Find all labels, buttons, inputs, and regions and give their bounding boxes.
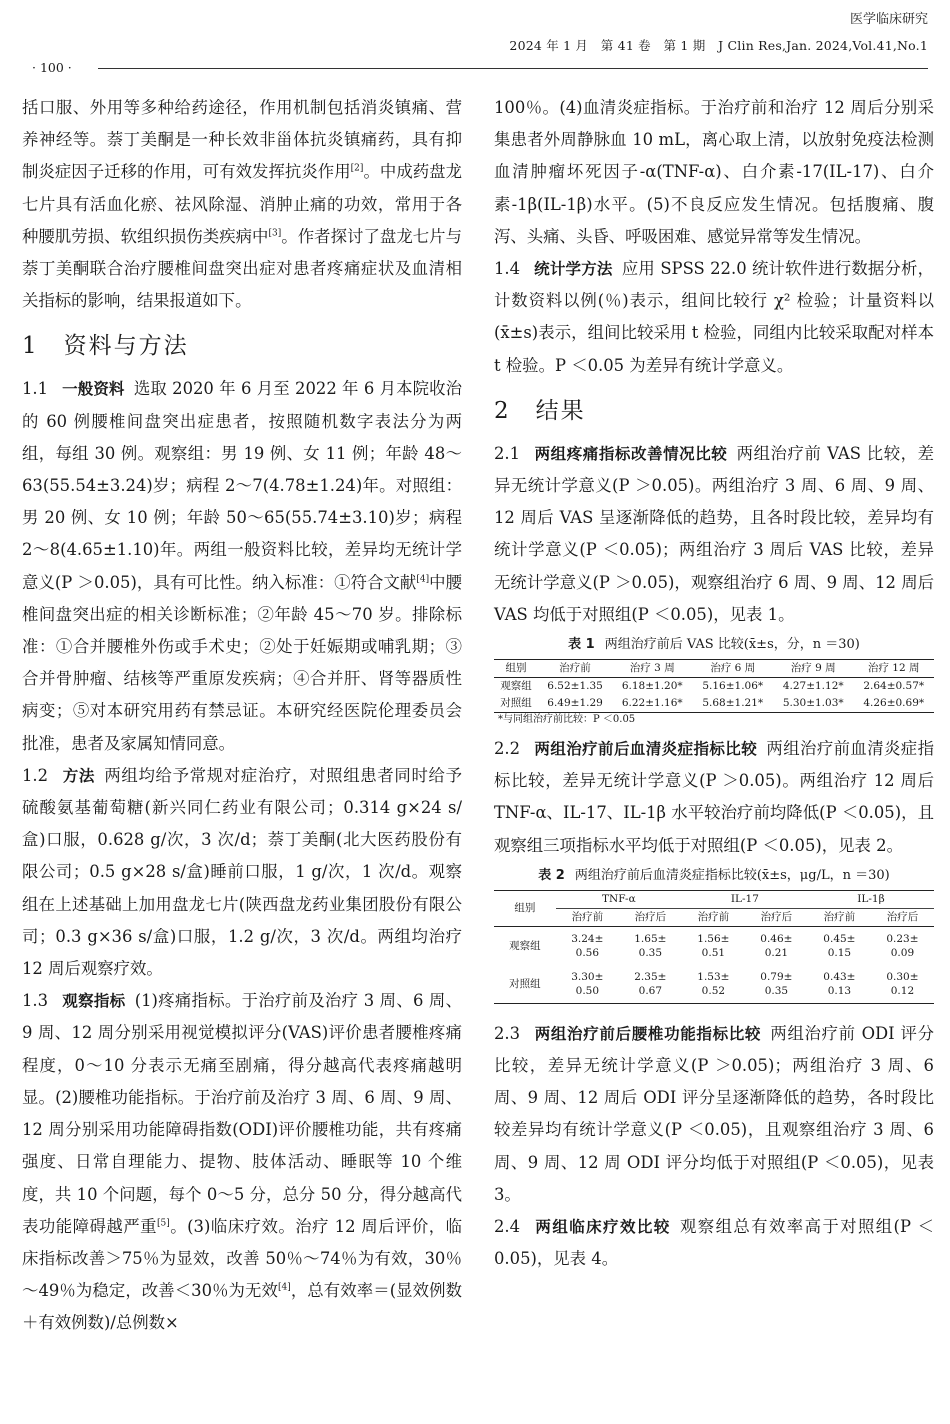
table-row: 对照组 3.30± 0.50 2.35± 0.67 1.53± 0.52 0.79± 0.35 0.43± 0.13 0.30± 0.12 — [494, 965, 934, 1004]
table-header: 组别 — [494, 890, 556, 926]
section-2-4: 2.4 两组临床疗效比较 观察组总有效率高于对照组(P ＜0.05)，见表 4。 — [494, 1217, 934, 1269]
table-header: 组别 — [505, 662, 527, 675]
subsection-title: 两组治疗前后腰椎功能指标比较 — [534, 1024, 762, 1043]
table-2: 组别 TNF-α IL-17 IL-1β 治疗前 治疗后 治疗前 治疗后 治疗前 治疗后 观察组 3.24± 0.56 1.65± 0.35 1.56± 0.51 0.46± 0.21 0.45± 0.15 0.23± 0.09 对照组 3.30± 0.50 2.35± 0.67 1.53± 0.52 0.79± 0.35 0.43± 0.13 0.30± 0.12 — [494, 890, 934, 1004]
citation: [2] — [350, 163, 364, 174]
subsection-title: 两组疼痛指标改善情况比较 — [534, 444, 728, 463]
section-1-3-continued: 100％。(4)血清炎症指标。于治疗前和治疗 12 周后分别采集患者外周静脉血 10 mL，离心取上清，以放射免疫法检测血清肿瘤坏死因子-α(TNF-α)、白介素-17(IL-17)、白介素-1β(IL-1β)水平。(5)不良反应发生情况。包括腹痛、腹泻、头痛、头昏、呼吸困难、感觉异常等发生情况。 — [494, 98, 934, 246]
table-header: 治疗前 — [559, 662, 591, 675]
table-header: 治疗 6 周 — [710, 662, 756, 675]
intro-paragraph: 括口服、外用等多种给药途径，作用机制包括消炎镇痛、营养神经等。萘丁美酮是一种长效非甾体抗炎镇痛药，具有抑制炎症因子迁移的作用，可有效发挥抗炎作用[2]。中成药盘龙七片具有活血化瘀、祛风除湿、消肿止痛的功效，常用于各种腰肌劳损、软组织损伤类疾病中[3]。作者探讨了盘龙七片与萘丁美酮联合治疗腰椎间盘突出症对患者疼痛症状及血清相关指标的影响，结果报道如下。 — [22, 98, 463, 311]
section-1-4: 1.4 统计学方法 应用 SPSS 22.0 统计软件进行数据分析，计数资料以例(％)表示，组间比较行 χ² 检验；计量资料以(x̄±s)表示，组间比较采用 t 检验，同组内比较采取配对样本 t 检验。P ＜0.05 为差异有统计学意义。 — [494, 259, 934, 375]
header-rule — [98, 68, 928, 69]
citation: [3] — [268, 228, 282, 239]
table-row: 观察组 6.52±1.35 6.18±1.20* 5.16±1.06* 4.27±1.12* 2.64±0.57* — [500, 680, 925, 693]
subsection-title: 两组临床疗效比较 — [534, 1218, 671, 1237]
left-column — [22, 92, 462, 1340]
subsection-title: 观察指标 — [62, 992, 126, 1011]
section-1-2: 1.2 方法 两组均给予常规对症治疗，对照组患者同时给予硫酸氨基葡萄糖(新兴同仁药业有限公司；0.314 g×24 s/盒)口服，0.628 g/次，3 次/d；萘丁美酮(北大医药股份有限公司；0.5 g×28 s/盒)睡前口服，1 g/次，1 次/d。观察组在上述基础上加用盘龙七片(陕西盘龙药业集团股份有限公司；0.3 g×36 s/盒)口服，1.2 g/次，3 次/d。两组均治疗 12 周后观察疗效。 — [22, 765, 462, 979]
section-1-1: 1.1 一般资料 选取 2020 年 6 月至 2022 年 6 月本院收治的 60 例腰椎间盘突出症患者，按照随机数字表法分为两组，每组 30 例。观察组：男 19 例、女 11 例；年龄 48～63(55.54±3.24)岁；病程 2～7(4.78±1.24)年。对照组：男 20 例、女 10 例；年龄 50～65(55.74±3.10)岁；病程 2～8(4.65±1.10)年。两组一般资料比较，差异均无统计学意义(P ＞0.05)，具有可比性。纳入标准：①符合文献[4]中腰椎间盘突出症的相关诊断标准；②年龄 45～70 岁。排除标准：①合并腰椎外伤或手术史；②处于妊娠期或哺乳期；③合并骨肿瘤、结核等严重原发疾病；④合并肝、肾等器质性病变；⑤对本研究用药有禁忌证。本研究经医院伦理委员会批准，患者及家属知情同意。 — [22, 379, 463, 753]
page-number: · 100 · — [32, 60, 72, 75]
table-row: 对照组 6.49±1.29 6.22±1.16* 5.68±1.21* 5.30±1.03* 4.26±0.69* — [494, 695, 934, 713]
table-2-caption: 表 2 两组治疗前后血清炎症指标比较(x̄±s，μg/L，n ＝30) — [538, 867, 890, 883]
table-row: 观察组 3.24± 0.56 1.65± 0.35 1.56± 0.51 0.46± 0.21 0.45± 0.15 0.23± 0.09 — [509, 932, 919, 959]
citation: [4] — [416, 574, 430, 585]
table-header: TNF-α — [556, 890, 682, 908]
table-1-caption: 表 1 两组治疗前后 VAS 比较(x̄±s，分，n ＝30) — [568, 637, 860, 653]
table-header: 治疗 3 周 — [629, 662, 675, 675]
table-header: 治疗 9 周 — [790, 662, 836, 675]
table-1 — [494, 659, 934, 713]
section-2-2: 2.2 两组治疗前后血清炎症指标比较 两组治疗前血清炎症指标比较，差异无统计学意义(P ＞0.05)。两组治疗 12 周后 TNF-α、IL-17、IL-1β 水平较治疗前均降低(P ＜0.05)，且观察组三项指标水平均低于对照组(P ＜0.05)，见表 2。 — [494, 739, 934, 855]
journal-name: 医学临床研究 — [849, 12, 928, 27]
section-1-3: 1.3 观察指标 (1)疼痛指标。于治疗前及治疗 3 周、6 周、9 周、12 周分别采用视觉模拟评分(VAS)评价患者腰椎疼痛程度，0～10 分表示无痛至剧痛，得分越高代表疼痛越明显。(2)腰椎功能指标。于治疗前及治疗 3 周、6 周、9 周、12 周分别采用功能障碍指数(ODI)评价腰椎功能，共有疼痛强度、日常自理能力、提物、肢体活动、睡眠等 10 个维度，共 10 个问题，每个 0～5 分，总分 50 分，得分越高代表功能障碍越严重[5]。(3)临床疗效。治疗 12 周后评价，临床指标改善＞75％为显效，改善 50％～74％为有效，30％～49％为稳定，改善＜30％为无效[4]，总有效率＝(显效例数＋有效例数)/总例数× — [22, 991, 462, 1333]
right-column — [494, 92, 934, 1275]
citation: [4] — [278, 1282, 291, 1293]
section-2-1: 2.1 两组疼痛指标改善情况比较 两组治疗前 VAS 比较，差异无统计学意义(P ＞0.05)。两组治疗 3 周、6 周、9 周、12 周后 VAS 呈逐渐降低的趋势，且各时段比较，差异均有统计学意义(P ＜0.05)；两组治疗 3 周后 VAS 比较，差异无统计学意义(P ＞0.05)，观察组治疗 6 周、9 周、12 周后 VAS 均低于对照组(P ＜0.05)，见表 1。 — [494, 443, 934, 624]
subsection-title: 一般资料 — [62, 380, 125, 399]
subsection-title: 两组治疗前后血清炎症指标比较 — [534, 740, 758, 759]
subsection-title: 方法 — [62, 766, 96, 785]
issue-line: 2024 年 1 月 第 41 卷 第 1 期 J Clin Res,Jan. 2024,Vol.41,No.1 — [509, 38, 928, 53]
table-1-note: *与同组治疗前比较：P ＜0.05 — [498, 714, 636, 726]
citation: [5] — [157, 1218, 170, 1229]
section-title-methods: 1 资料与方法 — [22, 333, 189, 360]
section-title-results: 2 结果 — [494, 397, 586, 424]
table-header: IL-1β — [808, 890, 934, 908]
subsection-title: 统计学方法 — [534, 260, 613, 279]
table-header: 治疗 12 周 — [867, 662, 920, 675]
section-2-3: 2.3 两组治疗前后腰椎功能指标比较 两组治疗前 ODI 评分比较，差异无统计学意义(P ＞0.05)；两组治疗 3 周、6 周、9 周、12 周后 ODI 评分呈逐渐降低的趋势，各时段比较差异均有统计学意义(P ＜0.05)，且观察组治疗 3 周、6 周、9 周、12 周 ODI 评分均低于对照组(P ＜0.05)，见表 3。 — [494, 1023, 934, 1204]
table-header: IL-17 — [682, 890, 808, 908]
